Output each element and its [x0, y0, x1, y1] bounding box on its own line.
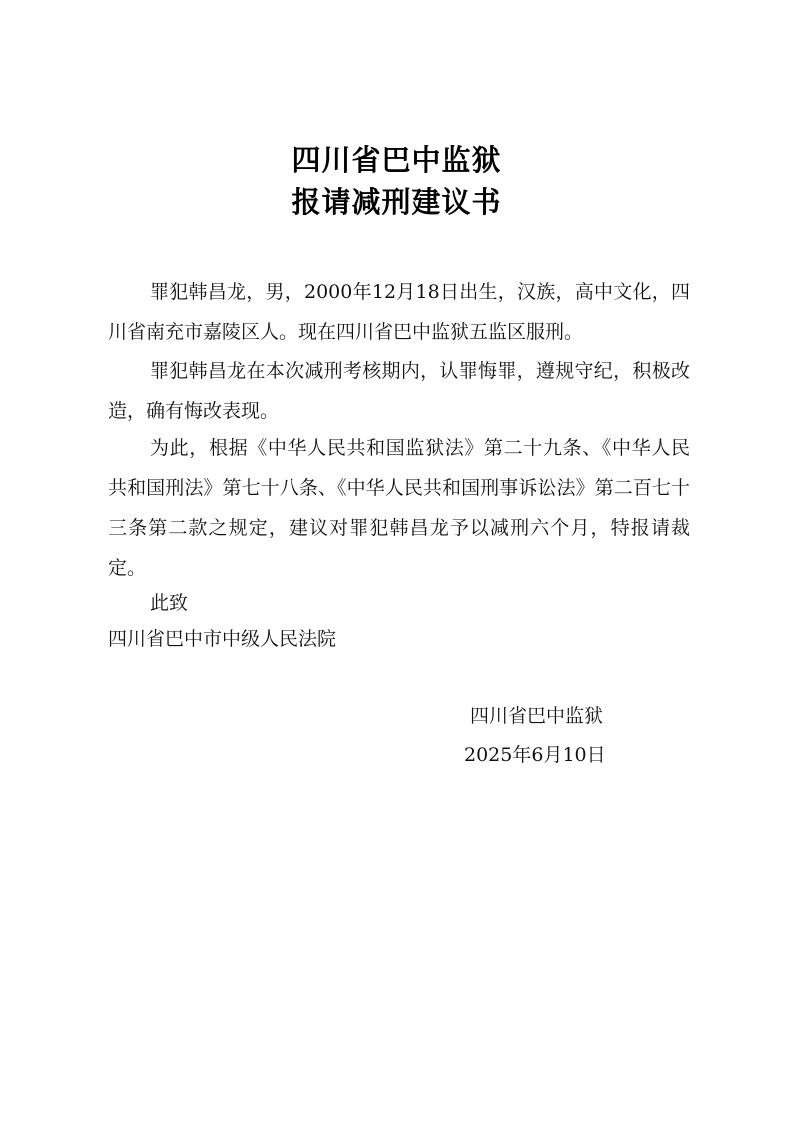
paragraph-legal-basis: [108, 428, 690, 588]
paragraph-text: 为此，根据《中华人民共和国监狱法》第二十九条、《中华人民共和国刑法》第七十八条、《中华人民共和国刑事诉讼法》第二百七十三条第二款之规定，建议对罪犯韩昌龙予以减刑六个月，特报请裁定。: [108, 437, 690, 579]
salutation: 此致: [150, 592, 189, 614]
paragraph-text: 罪犯韩昌龙在本次减刑考核期内，认罪悔罪，遵规守纪，积极改造，确有悔改表现。: [108, 360, 690, 422]
addressee: 四川省巴中市中级人民法院: [108, 628, 337, 650]
paragraph-performance: [108, 351, 690, 431]
paragraph-criminal-info: [108, 272, 690, 352]
signature-organization: 四川省巴中监狱: [470, 705, 604, 727]
signature-date: 2025年6月10日: [464, 744, 606, 766]
document-title-line2: 报请减刑建议书: [291, 185, 502, 219]
document-title-line1: 四川省巴中监狱: [291, 143, 502, 177]
paragraph-text: 罪犯韩昌龙，男，2000年12月18日出生，汉族，高中文化，四川省南充市嘉陵区人。现在四川省巴中监狱五监区服刑。: [108, 281, 690, 343]
